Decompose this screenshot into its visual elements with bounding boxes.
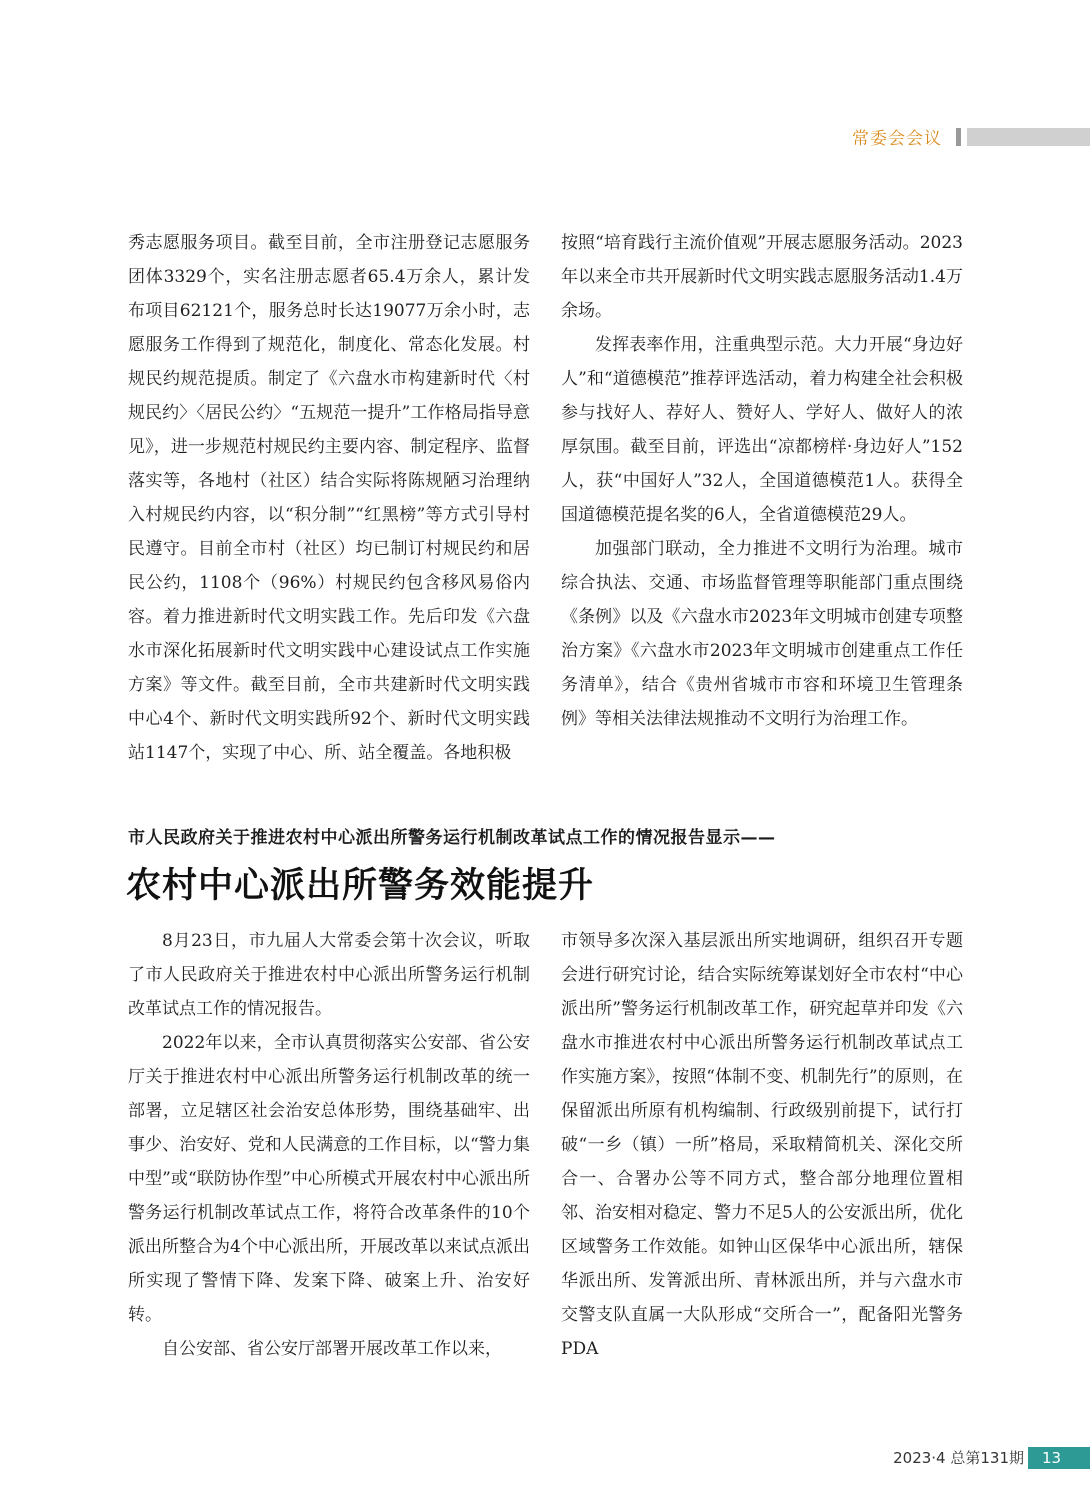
paragraph: 发挥表率作用，注重典型示范。大力开展“身边好人”和“道德模范”推荐评选活动，着力构建全社会积极参与找好人、荐好人、赞好人、学好人、做好人的浓厚氛围。截至目前，评选出“凉都榜样·身边好人”152人，获“中国好人”32人，全国道德模范1人。获得全国道德模范提名奖的6人，全省道德模范29人。	[561, 335, 963, 525]
page-footer	[0, 1447, 1090, 1471]
paragraph: 8月23日，市九届人大常委会第十次会议，听取了市人民政府关于推进农村中心派出所警务运行机制改革试点工作的情况报告。	[128, 931, 530, 1019]
top-right-column	[561, 226, 963, 736]
paragraph: 2022年以来，全市认真贯彻落实公安部、省公安厅关于推进农村中心派出所警务运行机制改革的统一部署，立足辖区社会治安总体形势，围绕基础牢、出事少、治安好、党和人民满意的工作目标，以“警力集中型”或“联防协作型”中心所模式开展农村中心派出所警务运行机制改革试点工作，将符合改革条件的10个派出所整合为4个中心派出所，开展改革以来试点派出所实现了警情下降、发案下降、破案上升、治安好转。	[128, 1033, 530, 1325]
page-number: 13	[1028, 1447, 1090, 1469]
article-right-column	[561, 924, 963, 1366]
paragraph: 按照“培育践行主流价值观”开展志愿服务活动。2023年以来全市共开展新时代文明实践志愿服务活动1.4万余场。	[561, 233, 963, 321]
article-title: 农村中心派出所警务效能提升	[126, 866, 595, 906]
paragraph: 加强部门联动，全力推进不文明行为治理。城市综合执法、交通、市场监督管理等职能部门重点围绕《条例》以及《六盘水市2023年文明城市创建专项整治方案》《六盘水市2023年文明城市创建重点工作任务清单》，结合《贵州省城市市容和环境卫生管理条例》等相关法律法规推动不文明行为治理工作。	[561, 539, 963, 729]
paragraph: 秀志愿服务项目。截至目前，全市注册登记志愿服务团体3329个，实名注册志愿者65.4万余人，累计发布项目62121个，服务总时长达19077万余小时，志愿服务工作得到了规范化，制度化、常态化发展。村规民约规范提质。制定了《六盘水市构建新时代〈村规民约〉〈居民公约〉“五规范一提升”工作格局指导意见》，进一步规范村规民约主要内容、制定程序、监督落实等，各地村（社区）结合实际将陈规陋习治理纳入村规民约内容，以“积分制”“红黑榜”等方式引导村民遵守。目前全市村（社区）均已制订村规民约和居民公约，1108个（96%）村规民约包含移风易俗内容。着力推进新时代文明实践工作。先后印发《六盘水市深化拓展新时代文明实践中心建设试点工作实施方案》等文件。截至目前，全市共建新时代文明实践中心4个、新时代文明实践所92个、新时代文明实践站1147个，实现了中心、所、站全覆盖。各地积极	[128, 233, 530, 763]
issue-info: 2023·4 总第131期	[893, 1449, 1024, 1467]
paragraph: 市领导多次深入基层派出所实地调研，组织召开专题会进行研究讨论，结合实际统筹谋划好全市农村“中心派出所”警务运行机制改革工作，研究起草并印发《六盘水市推进农村中心派出所警务运行机制改革试点工作实施方案》，按照“体制不变、机制先行”的原则，在保留派出所原有机构编制、行政级别前提下，试行打破“一乡（镇）一所”格局，采取精简机关、深化交所合一、合署办公等不同方式，整合部分地理位置相邻、治安相对稳定、警力不足5人的公安派出所，优化区域警务工作效能。如钟山区保华中心派出所，辖保华派出所、发箐派出所、青林派出所，并与六盘水市交警支队直属一大队形成“交所合一”，配备阳光警务PDA	[561, 931, 963, 1359]
paragraph: 自公安部、省公安厅部署开展改革工作以来，	[162, 1339, 502, 1359]
section-header	[820, 126, 1090, 148]
top-left-column	[128, 226, 530, 770]
section-label: 常委会会议	[852, 129, 942, 149]
header-bar-dark	[956, 128, 961, 146]
article-subtitle: 市人民政府关于推进农村中心派出所警务运行机制改革试点工作的情况报告显示——	[128, 828, 776, 848]
article-left-column	[128, 924, 530, 1366]
header-bar-light	[967, 128, 1090, 146]
